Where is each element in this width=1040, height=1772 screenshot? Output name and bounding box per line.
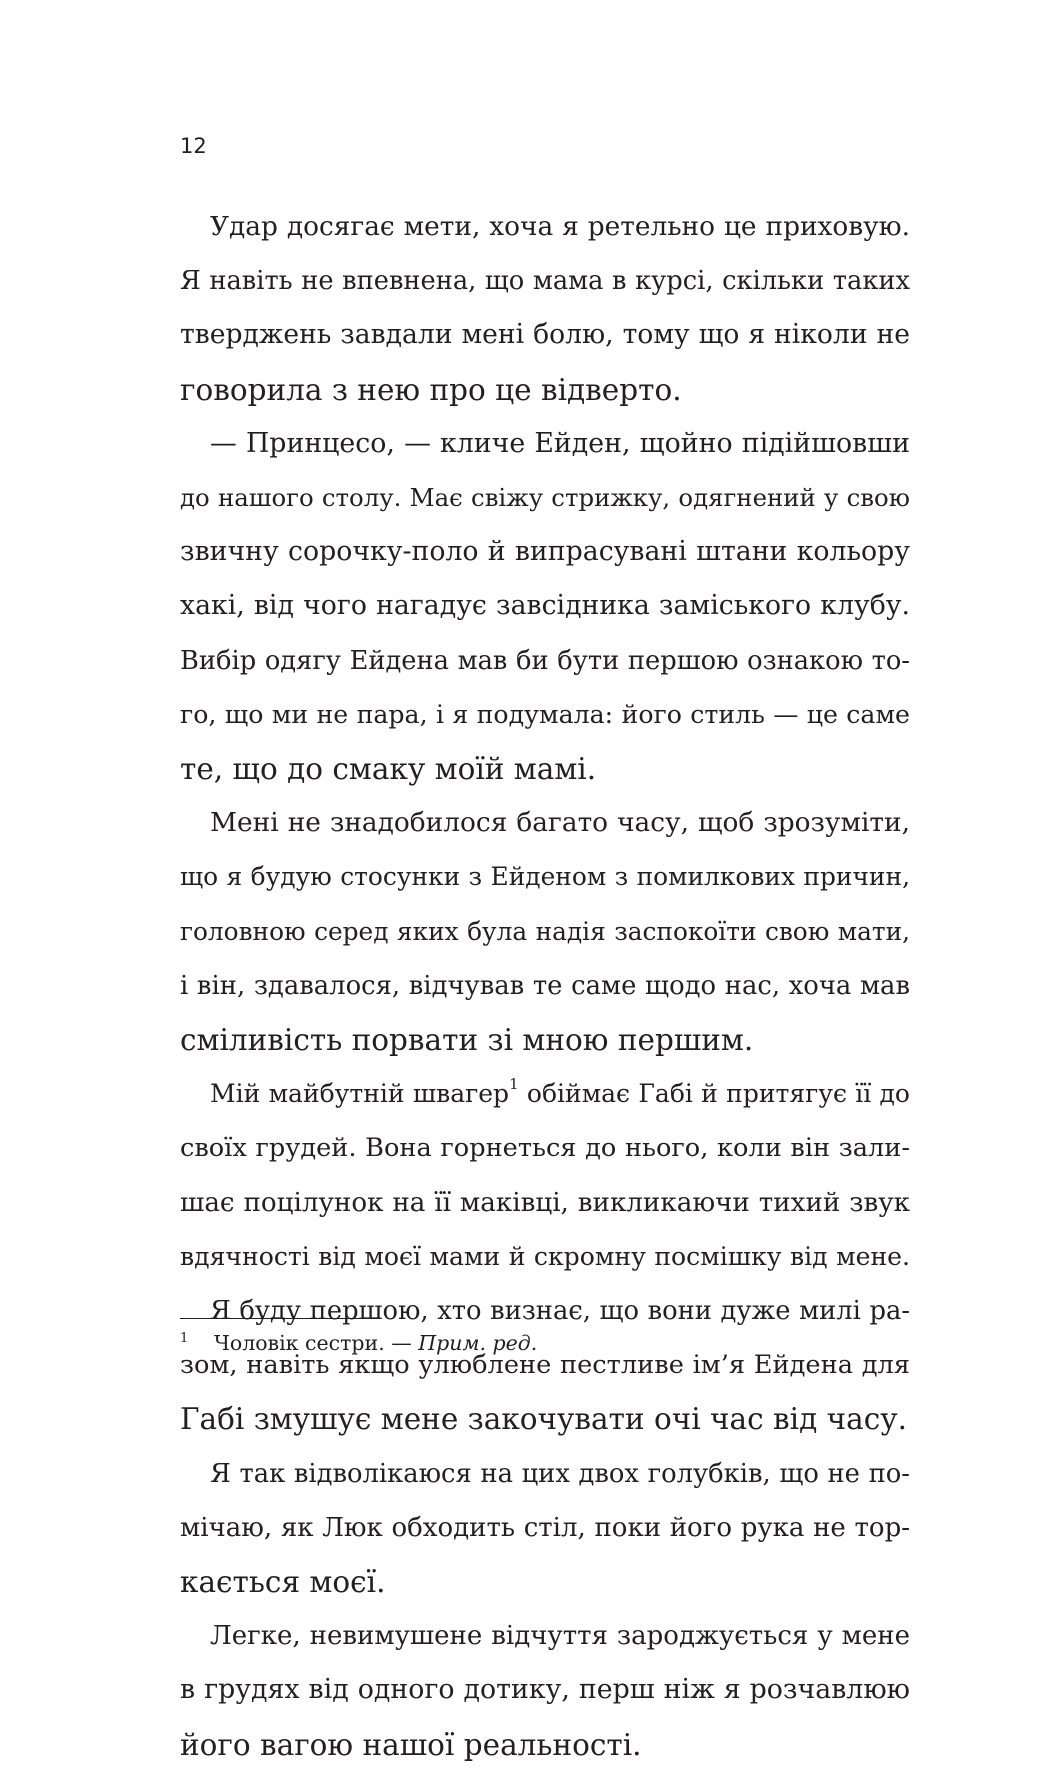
text-line: тверджень завдали мені болю, тому що я ніколи не xyxy=(180,319,910,351)
body-text xyxy=(180,200,910,1772)
text-line: його вагою нашої реальності. xyxy=(180,1727,642,1762)
text-line: сміливість порвати зі мною першим. xyxy=(180,1023,754,1058)
footnote-reference: 1 xyxy=(509,1075,519,1094)
text-line: і він, здавалося, відчував те саме щодо нас, хоча мав xyxy=(180,970,910,1001)
text-line: Я так відволікаюся на цих двох голубків, що не по- xyxy=(210,1458,910,1489)
footnote-divider xyxy=(180,1318,370,1319)
footnote: 1 Чоловік сестри. — Прим. ред. xyxy=(180,1331,538,1355)
footnote-editor-note: Прим. ред. xyxy=(418,1331,538,1355)
text-line: Удар досягає мети, хоча я ретельно це приховую. xyxy=(210,212,910,242)
text-line: звичну сорочку-поло й випрасувані штани кольору xyxy=(180,536,910,568)
text-line xyxy=(180,1067,910,1121)
footnote-text: Чоловік сестри. — xyxy=(214,1331,419,1355)
text-fragment: обіймає Габі й притягує її до xyxy=(518,1079,910,1109)
text-line: мічаю, як Люк обходить стіл, поки його рука не тор- xyxy=(180,1512,910,1543)
text-line: вдячності від моєї мами й скромну посмішку від мене. xyxy=(180,1241,910,1271)
text-line: те, що до смаку моїй мамі. xyxy=(180,752,597,787)
text-line: го, що ми не пара, і я подумала: його стиль — це саме xyxy=(180,699,910,729)
text-line: говорила з нею про це відверто. xyxy=(180,372,682,407)
text-line: шає поцілунок на її маківці, викликаючи тихий звук xyxy=(180,1187,910,1218)
text-line: зом, навіть якщо улюблене пестливе ім’я Ейдена для xyxy=(180,1350,910,1381)
text-line: хакі, від чого нагадує завсідника заміського клубу. xyxy=(180,590,910,622)
page-number: 12 xyxy=(180,134,207,158)
text-line: Вибір одягу Ейдена мав би бути першою ознакою то- xyxy=(180,645,910,676)
text-line: в грудях від одного дотику, перш ніж я розчавлюю xyxy=(180,1674,910,1706)
text-line: кається моєї. xyxy=(180,1565,386,1600)
text-line: Я буду першою, хто визнає, що вони дуже милі ра- xyxy=(210,1296,910,1327)
text-line: що я будую стосунки з Ейденом з помилкових причин, xyxy=(180,862,910,892)
text-line: Габі змушує мене закочувати очі час від часу. xyxy=(180,1402,907,1437)
text-line: — Принцесо, — кличе Ейден, щойно підійшовши xyxy=(210,427,910,459)
text-line: Легке, невимушене відчуття зароджується у мене xyxy=(210,1621,910,1652)
text-line: Я навіть не впевнена, що мама в курсі, скільки таких xyxy=(180,266,910,297)
text-line: до нашого столу. Має свіжу стрижку, одягнений у свою xyxy=(180,483,910,513)
text-fragment: Мій майбутній швагер xyxy=(210,1079,510,1109)
text-line: Мені не знадобилося багато часу, щоб зрозуміти, xyxy=(210,807,910,839)
text-line: головною серед яких була надія заспокоїти свою мати, xyxy=(180,916,910,946)
text-line: своїх грудей. Вона горнеться до нього, коли він зали- xyxy=(180,1133,910,1164)
